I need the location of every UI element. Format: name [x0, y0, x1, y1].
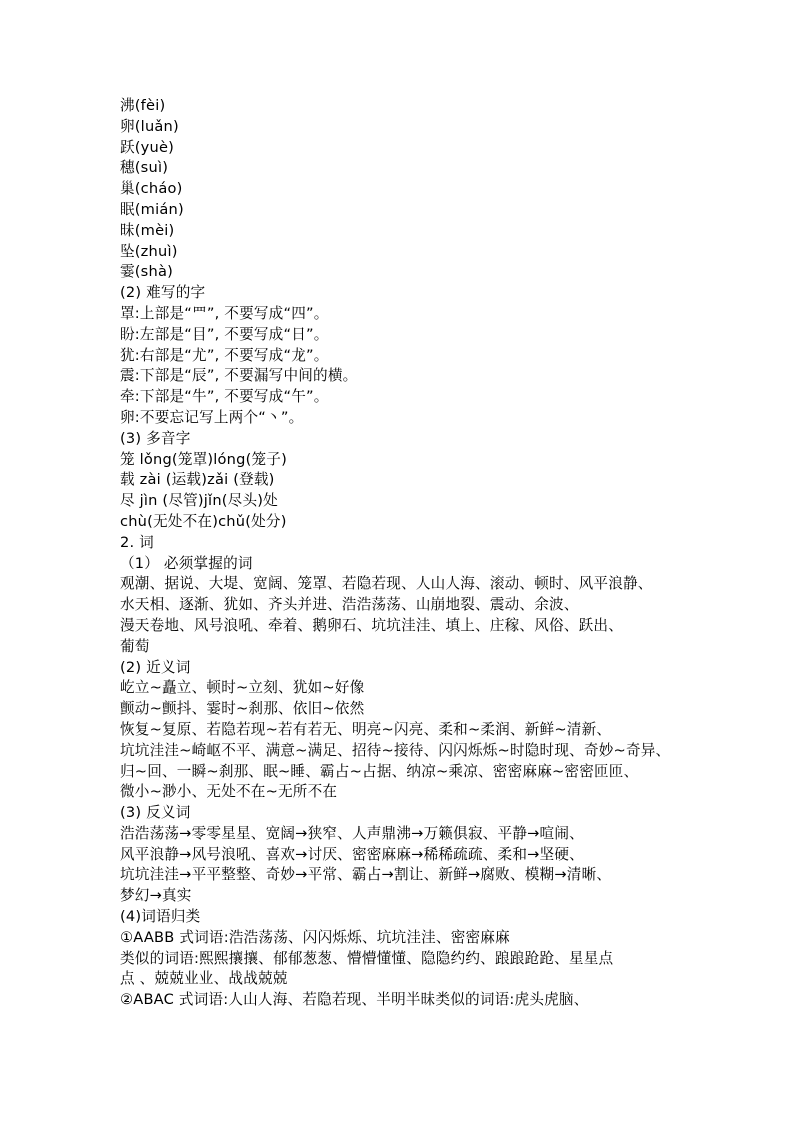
text-line: 屹立~矗立、顿时~立刻、犹如~好像 [120, 679, 365, 697]
section-heading: (3) 多音字 [120, 429, 191, 447]
text-line: 恢复~复原、若隐若现~若有若无、明亮~闪亮、柔和~柔润、新鲜~清新、 [120, 720, 612, 738]
text-line: 风平浪静→风号浪吼、喜欢→讨厌、密密麻麻→稀稀疏疏、柔和→坚硬、 [120, 845, 584, 863]
text-line: 浩浩荡荡→零零星星、宽阔→狭窄、人声鼎沸→万籁俱寂、平静→喧闹、 [120, 824, 584, 842]
section-heading: (2) 近义词 [120, 658, 191, 676]
text-line: 昧(mèi) [120, 221, 175, 239]
text-line: 牵:下部是“牛”, 不要写成“午”。 [120, 388, 329, 406]
text-line: 水天相、逐渐、犹如、齐头并进、浩浩荡荡、山崩地裂、震动、余波、 [120, 596, 579, 614]
section-heading: (3) 反义词 [120, 804, 191, 822]
text-line: 罩:上部是“罒”, 不要写成“四”。 [120, 304, 329, 322]
text-line: 葡萄 [120, 637, 150, 655]
section-heading: （1） 必须掌握的词 [120, 554, 253, 572]
text-line: 坠(zhuì) [120, 242, 178, 260]
text-line: 霎(shà) [120, 263, 173, 281]
text-line: 震:下部是“辰”, 不要漏写中间的横。 [120, 367, 358, 385]
text-line: chù(无处不在)chǔ(处分) [120, 512, 287, 530]
section-heading: (4)词语归类 [120, 908, 201, 926]
text-line: 微小~渺小、无处不在~无所不在 [120, 783, 338, 801]
text-line: 类似的词语:熙熙攘攘、郁郁葱葱、懵懵懂懂、隐隐约约、踉踉跄跄、星星点 [120, 949, 614, 967]
text-line: ①AABB 式词语:浩浩荡荡、闪闪烁烁、坑坑洼洼、密密麻麻 [120, 928, 510, 946]
text-line: 坑坑洼洼→平平整整、奇妙→平常、霸占→割让、新鲜→腐败、模糊→清晰、 [120, 866, 612, 884]
text-line: 穗(suì) [120, 159, 169, 177]
text-line: 载 zài (运载)zǎi (登载) [120, 471, 275, 489]
text-line: 盼:左部是“目”, 不要写成“日”。 [120, 325, 329, 343]
section-heading: (2) 难写的字 [120, 284, 206, 302]
text-line: 归~回、一瞬~刹那、眠~睡、霸占~占据、纳凉~乘凉、密密麻麻~密密匝匝、 [120, 762, 639, 780]
document-body [120, 96, 690, 1011]
text-line: 跃(yuè) [120, 138, 175, 156]
text-line: 犹:右部是“尤”, 不要写成“龙”。 [120, 346, 329, 364]
text-line: 卵(luǎn) [120, 117, 179, 135]
section-heading: 2. 词 [120, 533, 154, 551]
text-line: 坑坑洼洼~崎岖不平、满意~满足、招待~接待、闪闪烁烁~时隐时现、奇妙~奇异、 [120, 741, 671, 759]
text-line: 点 、兢兢业业、战战兢兢 [120, 970, 288, 988]
text-line: 观潮、据说、大堤、宽阔、笼罩、若隐若现、人山人海、滚动、顿时、风平浪静、 [120, 575, 653, 593]
text-line: 卵:不要忘记写上两个“丶”。 [120, 408, 304, 426]
text-line: 梦幻→真实 [120, 887, 192, 905]
text-line: 漫天卷地、风号浪吼、牵着、鹅卵石、坑坑洼洼、填上、庄稼、风俗、跃出、 [120, 616, 623, 634]
text-line: 巢(cháo) [120, 180, 183, 198]
text-line: 颤动~颤抖、霎时~刹那、依旧~依然 [120, 700, 365, 718]
text-line: 眠(mián) [120, 200, 184, 218]
text-line: 尽 jìn (尽管)jǐn(尽头)处 [120, 492, 278, 510]
text-line: ②ABAC 式词语:人山人海、若隐若现、半明半昧类似的词语:虎头虎脑、 [120, 991, 589, 1009]
text-line: 沸(fèi) [120, 97, 166, 114]
text-line: 笼 lǒng(笼罩)lóng(笼子) [120, 450, 287, 468]
